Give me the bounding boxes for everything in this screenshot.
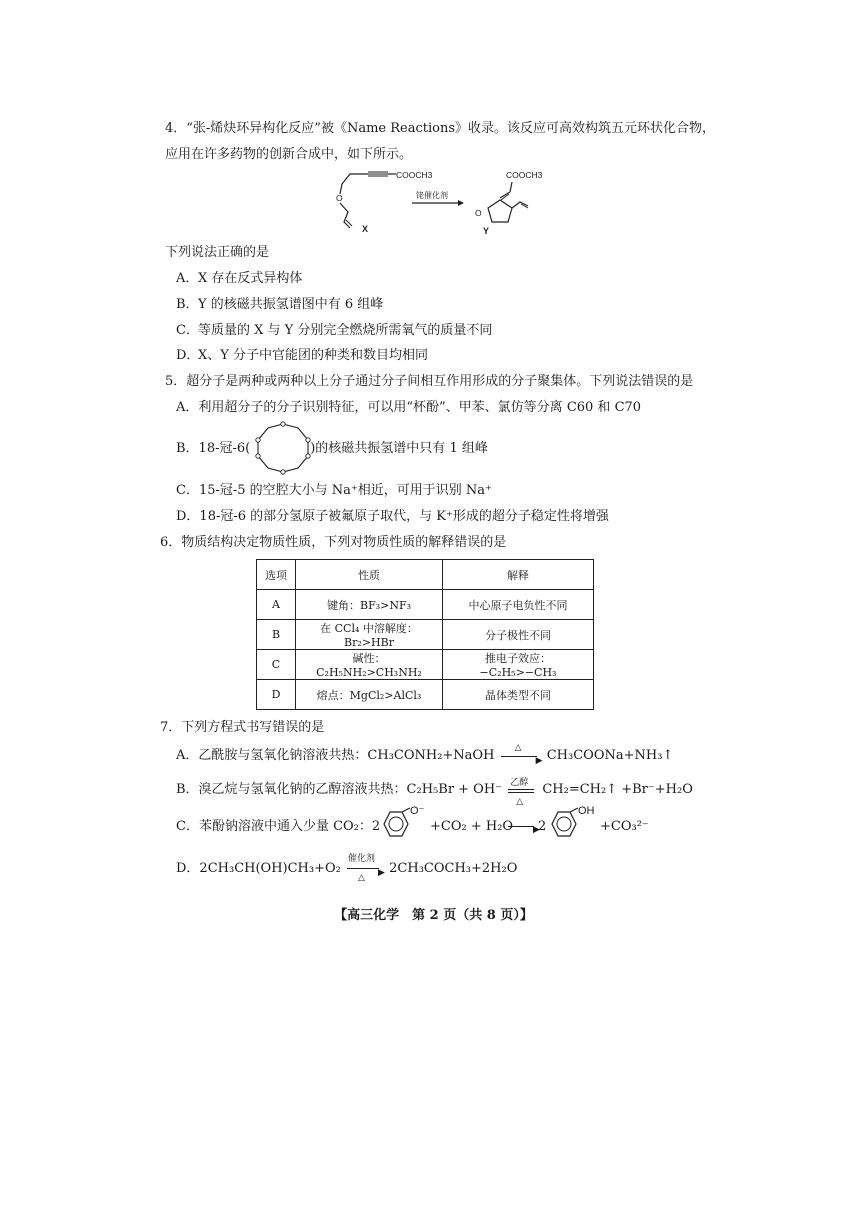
table-cell: 中心原子电负性不同: [443, 590, 594, 620]
table-cell: C: [257, 650, 296, 680]
table-cell: 推电子效应：−C₂H₅>−CH₃: [443, 650, 594, 680]
catalyst-label: 铑催化剂: [416, 191, 448, 200]
table-cell: 熔点：MgCl₂>AlCl₃: [296, 680, 443, 710]
reaction-condition: 催化剂 ▶ △: [348, 854, 385, 883]
svg-text:O: O: [336, 193, 343, 203]
table-cell: 分子极性不同: [443, 620, 594, 650]
q7-c-product: +CO₃²⁻: [600, 819, 649, 834]
q5-option-d: D．18-冠-6 的部分氢原子被氟原子取代，与 K⁺形成的超分子稳定性将增强: [176, 509, 609, 524]
table-row: [257, 680, 594, 710]
table-header-row: [257, 560, 594, 590]
reaction-condition: 乙醇 △: [506, 781, 538, 799]
table-row: [257, 620, 594, 650]
table-cell: 在 CCl₄ 中溶解度：Br₂>HBr: [296, 620, 443, 650]
q4-option-a: A．X 存在反式异构体: [176, 271, 303, 286]
svg-text:O: O: [475, 208, 482, 218]
header-explanation: 解释: [443, 560, 594, 590]
q4-stem: 下列说法正确的是: [165, 245, 270, 260]
table-cell: 晶体类型不同: [443, 680, 594, 710]
reaction-arrow: △ ▶: [499, 747, 543, 765]
q7-c-reagents: +CO₂ + H₂O: [430, 819, 514, 834]
crown-ether-structure: [252, 420, 314, 476]
q7-option-b: B．溴乙烷与氢氧化钠的乙醇溶液共热：C₂H₅Br + OH⁻ 乙醇 △ CH₂=CH₂↑ +Br⁻+H₂O: [176, 778, 693, 807]
reaction-arrow: ▶: [508, 810, 538, 828]
table-row: [257, 650, 594, 680]
q4-line2: 应用在许多药物的创新合成中，如下所示。: [165, 147, 413, 162]
page-footer: 【高三化学 第 2 页（共 8 页）】: [334, 908, 533, 923]
table-cell: A: [257, 590, 296, 620]
q4-option-c: C．等质量的 X 与 Y 分别完全燃烧所需氧气的质量不同: [176, 323, 493, 338]
q5-option-b: B．18-冠-6( )的核磁共振氢谱中只有 1 组峰: [176, 441, 488, 456]
q4-option-d: D．X、Y 分子中官能团的种类和数目均相同: [176, 348, 428, 363]
svg-text:O⁻: O⁻: [410, 806, 425, 817]
properties-table: [256, 559, 594, 710]
table-row: [257, 590, 594, 620]
q7-stem: 7．下列方程式书写错误的是: [160, 720, 325, 735]
q6-stem: 6．物质结构决定物质性质，下列对物质性质的解释错误的是: [160, 535, 507, 550]
table-cell: D: [257, 680, 296, 710]
table-cell: 碱性：C₂H₅NH₂>CH₃NH₂: [296, 650, 443, 680]
header-property: 性质: [296, 560, 443, 590]
x-label: X: [362, 224, 369, 234]
phenol-structure: [544, 806, 606, 846]
q7-option-c: C．苯酚钠溶液中通入少量 CO₂：2: [176, 819, 381, 834]
y-ester-group: COOCH3: [506, 170, 543, 180]
x-ester-group: COOCH3: [396, 170, 433, 180]
q7-option-d: D．2CH₃CH(OH)CH₃+O₂ 催化剂 ▶ △ 2CH₃COCH₃+2H₂O: [176, 854, 518, 883]
phenoxide-structure: [376, 806, 434, 846]
q4-line1: 4．“张-烯炔环异构化反应”被《Name Reactions》收录。该反应可高效构筑五元环状化合物，: [165, 121, 715, 136]
q7-option-a: A．乙酰胺与氢氧化钠溶液共热：CH₃CONH₂+NaOH △ ▶ CH₃COONa+NH₃↑: [176, 743, 674, 766]
y-label: Y: [483, 226, 490, 236]
svg-text:OH: OH: [578, 806, 595, 817]
reaction-scheme: [320, 170, 560, 242]
q5-stem: 5．超分子是两种或两种以上分子通过分子间相互作用形成的分子聚集体。下列说法错误的是: [165, 374, 694, 389]
table-cell: 键角：BF₃>NF₃: [296, 590, 443, 620]
q4-option-b: B．Y 的核磁共振氢谱图中有 6 组峰: [176, 297, 384, 312]
header-option: 选项: [257, 560, 296, 590]
q7-c-coefficient: 2: [538, 819, 547, 834]
q5-option-a: A．利用超分子的分子识别特征，可以用“杯酚”、甲苯、氯仿等分离 C60 和 C70: [176, 400, 642, 415]
q5-option-c: C．15-冠-5 的空腔大小与 Na⁺相近，可用于识别 Na⁺: [176, 483, 492, 498]
table-cell: B: [257, 620, 296, 650]
